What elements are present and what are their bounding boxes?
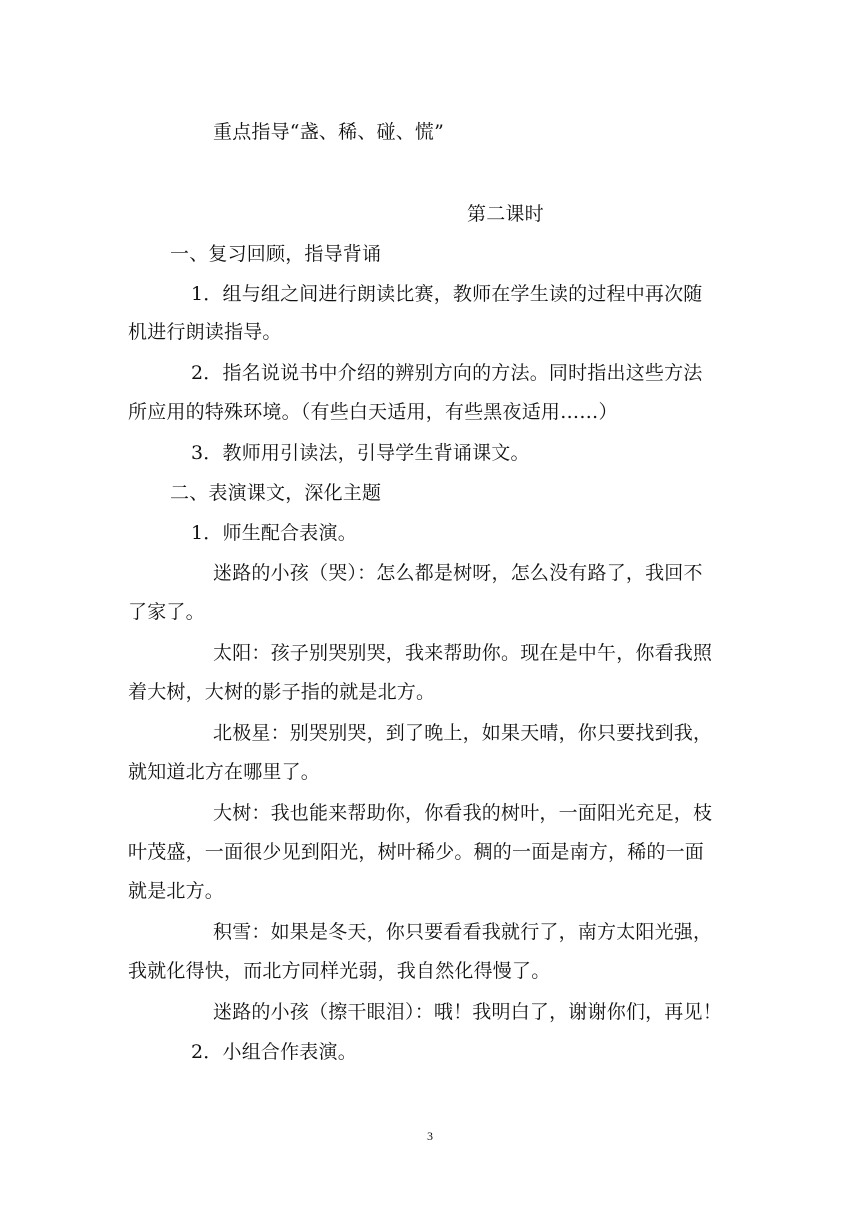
paragraph-line: 2．小组合作表演。 [191, 1041, 357, 1063]
dialogue-line: 太阳：孩子别哭别哭，我来帮助你。现在是中午，你看我照 [213, 642, 713, 664]
section-heading-review: 一、复习回顾，指导背诵 [170, 243, 382, 265]
dialogue-line: 我就化得快，而北方同样光弱，我自然化得慢了。 [128, 960, 551, 982]
dialogue-line: 迷路的小孩（哭）：怎么都是树呀，怎么没有路了，我回不 [213, 562, 703, 584]
dialogue-line: 北极星：别哭别哭，到了晚上，如果天晴，你只要找到我， [213, 722, 713, 744]
dialogue-line: 就知道北方在哪里了。 [128, 761, 321, 783]
paragraph-line: 所应用的特殊环境。（有些白天适用，有些黑夜适用……） [128, 401, 618, 423]
paragraph-line: 2．指名说说书中介绍的辨别方向的方法。同时指出这些方法 [191, 362, 703, 384]
page-number: 3 [427, 1129, 433, 1143]
lesson-heading: 第二课时 [467, 203, 544, 225]
paragraph-line: 1．组与组之间进行朗读比赛，教师在学生读的过程中再次随 [191, 283, 703, 305]
paragraph-line: 1．师生配合表演。 [191, 522, 357, 544]
dialogue-line: 大树：我也能来帮助你，你看我的树叶，一面阳光充足，枝 [213, 802, 713, 824]
dialogue-line: 积雪：如果是冬天，你只要看看我就行了，南方太阳光强， [213, 921, 713, 943]
paragraph-line: 机进行朗读指导。 [128, 321, 282, 343]
section-heading-performance: 二、表演课文，深化主题 [170, 482, 382, 504]
dialogue-line: 叶茂盛，一面很少见到阳光，树叶稀少。稠的一面是南方，稀的一面 [128, 841, 705, 863]
focus-characters-line: 重点指导“盏、稀、碰、慌” [213, 121, 445, 143]
paragraph-line: 3．教师用引读法，引导学生背诵课文。 [191, 442, 530, 464]
dialogue-line: 了家了。 [128, 601, 205, 623]
dialogue-line: 就是北方。 [128, 880, 225, 902]
dialogue-line: 迷路的小孩（擦干眼泪）：哦！我明白了，谢谢你们，再见！ [213, 1001, 722, 1023]
dialogue-line: 着大树，大树的影子指的就是北方。 [128, 681, 436, 703]
